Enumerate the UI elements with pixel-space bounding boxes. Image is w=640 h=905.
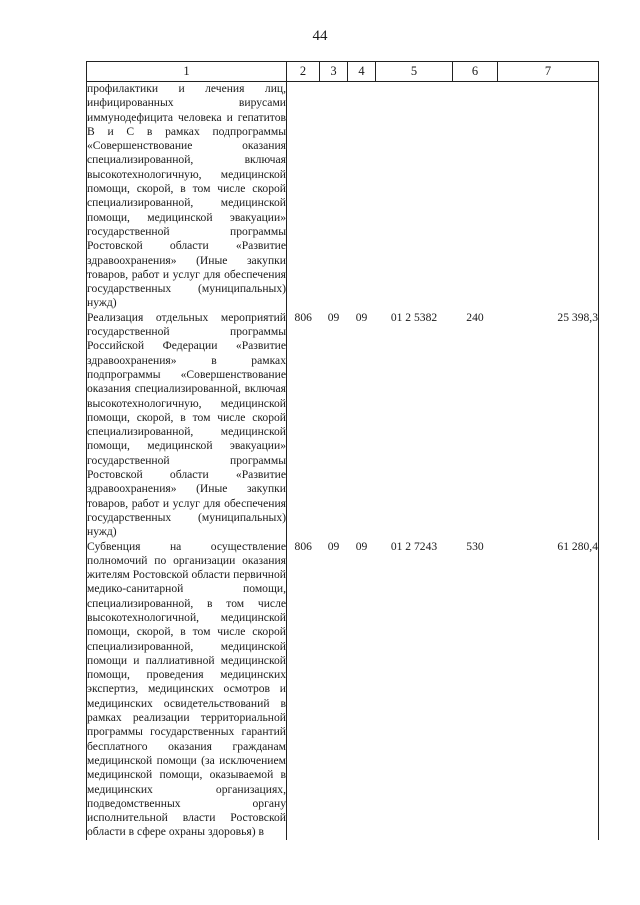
row-description: профилактики и лечения лиц, инфицированных вирусами иммунодефицита человека и гепатитов В и С в рамках подпрограммы «Совершенствование оказания специализированной, включая высокотехнологичную, медицинской помощи, скорой, в том числе скорой специализированной, медицинской помощи, медицинской эвакуации» государственной программы Ростовской области «Развитие здравоохранения» (Иные закупки товаров, работ и услуг для обеспечения государственных (муниципальных) нужд) bbox=[87, 82, 286, 310]
row-section-code bbox=[320, 82, 348, 311]
table-header-row bbox=[87, 62, 599, 82]
header-cell-6: 6 bbox=[453, 62, 498, 82]
row-description: Субвенция на осуществление полномочий по организации оказания жителям Ростовской области первичной медико-санитарной помощи, специализированной, в том числе высокотехнологичной, медицинской помощи, скорой, в том числе скорой специализированной, медицинской помощи и паллиативной медицинской помощи, проведения медицинских экспертиз, медицинских осмотров и медицинских освидетельствований в рамках реализации территориальной программы государственных гарантий бесплатного оказания гражданам медицинской помощи (за исключением медицинской помощи, оказываемой в медицинских организациях, подведомственных органу исполнительной власти Ростовской области в сфере охраны здоровья) в bbox=[87, 539, 286, 839]
row-amount: 61 280,4 bbox=[498, 540, 599, 840]
row-section-code: 09 bbox=[327, 310, 340, 324]
row-ministry-code: 806 bbox=[294, 539, 312, 553]
header-cell-7: 7 bbox=[498, 62, 599, 82]
header-cell-4: 4 bbox=[348, 62, 376, 82]
header-cell-1: 1 bbox=[87, 62, 287, 82]
row-target-code: 01 2 7243 bbox=[390, 539, 438, 553]
page-number: 44 bbox=[312, 28, 328, 44]
row-target-code: 01 2 5382 bbox=[390, 310, 438, 324]
header-cell-2: 2 bbox=[287, 62, 320, 82]
row-expense-type: 240 bbox=[466, 310, 484, 324]
row-ministry-code: 806 bbox=[294, 310, 312, 324]
header-cell-3: 3 bbox=[320, 62, 348, 82]
row-target-code bbox=[376, 82, 453, 311]
row-section-code: 09 bbox=[327, 539, 340, 553]
row-subsection-code bbox=[348, 82, 376, 311]
table-row bbox=[87, 540, 599, 840]
row-ministry-code bbox=[287, 82, 320, 311]
table-row bbox=[87, 311, 599, 540]
header-cell-5: 5 bbox=[376, 62, 453, 82]
table-row bbox=[87, 82, 599, 311]
row-subsection-code: 09 bbox=[355, 539, 368, 553]
row-amount: 25 398,3 bbox=[498, 311, 599, 540]
row-expense-type bbox=[453, 82, 498, 311]
row-description: Реализация отдельных мероприятий государственной программы Российской Федерации «Развитие здравоохранения» в рамках подпрограммы «Совершенствование оказания специализированной, включая высокотехнологичную, медицинской помощи, скорой, в том числе скорой специализированной, медицинской помощи, медицинской эвакуации» государственной программы Ростовской области «Развитие здравоохранения» (Иные закупки товаров, работ и услуг для обеспечения государственных (муниципальных) нужд) bbox=[87, 310, 286, 539]
row-subsection-code: 09 bbox=[355, 310, 368, 324]
budget-table bbox=[86, 61, 599, 840]
row-amount bbox=[498, 82, 599, 311]
row-expense-type: 530 bbox=[466, 539, 484, 553]
